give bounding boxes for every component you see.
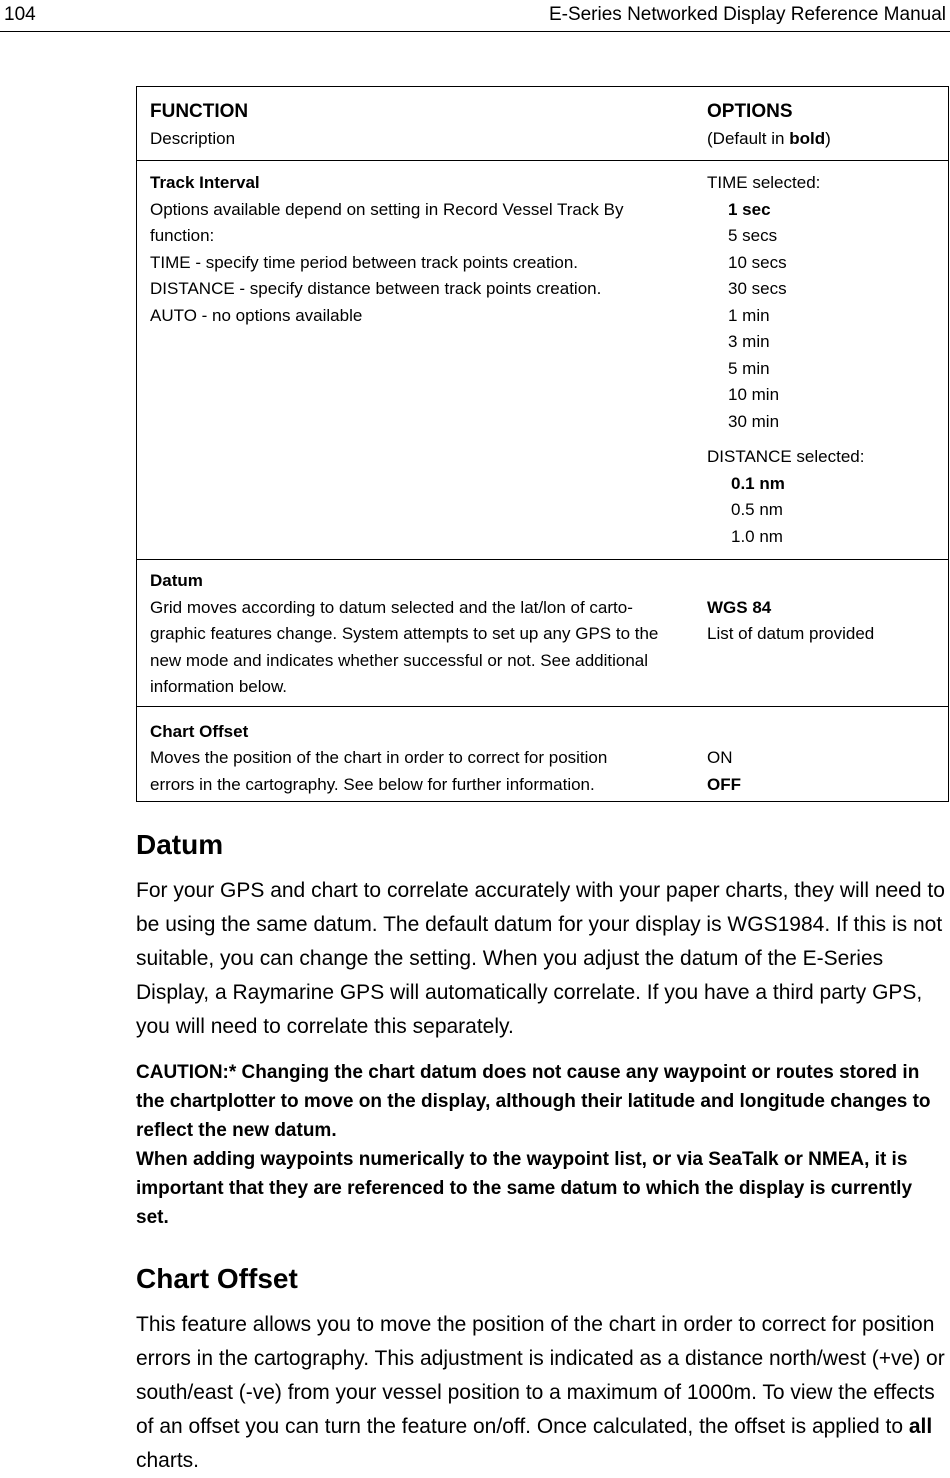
track-interval-options <box>693 161 949 560</box>
function-column-header <box>137 87 694 161</box>
option-item: 30 secs <box>728 279 787 298</box>
table-row-datum <box>137 560 949 707</box>
table-row-chart-offset <box>137 706 949 802</box>
desc-line: TIME - specify time period between track points creation. <box>150 252 579 272</box>
body-text-end: charts. <box>136 1449 200 1472</box>
function-name: Track Interval <box>150 173 260 192</box>
running-title: E-Series Networked Display Reference Manual <box>548 4 946 25</box>
distance-selected-heading: DISTANCE selected: <box>707 447 865 466</box>
desc-line: function: <box>150 226 215 245</box>
option-item: 1.0 nm <box>731 526 783 546</box>
option-item: 5 secs <box>728 226 778 245</box>
chart-offset-body-paragraph <box>136 1308 949 1478</box>
desc-line: new mode and indicates whether successful or not. See additional <box>150 650 649 670</box>
page-number: 104 <box>4 4 36 25</box>
table-header-row <box>137 87 949 161</box>
desc-line: graphic features change. System attempts to set up any GPS to the <box>150 624 659 643</box>
description-subtitle: Description <box>150 128 236 148</box>
options-subtitle-bold: bold <box>789 128 826 148</box>
option-item: ON <box>707 748 733 767</box>
page-header <box>0 0 950 32</box>
function-name: Datum <box>150 571 203 590</box>
spacer <box>707 719 948 746</box>
options-subtitle-post: ) <box>825 128 831 148</box>
desc-line: information below. <box>150 677 288 696</box>
function-table <box>136 86 949 802</box>
section-heading: Datum <box>136 829 224 860</box>
option-default: 1 sec <box>728 199 771 219</box>
desc-line: errors in the cartography. See below for further information. <box>150 774 595 794</box>
datum-options <box>693 560 949 707</box>
option-item: 10 min <box>728 385 780 404</box>
desc-line: Grid moves according to datum selected and the lat/lon of carto- <box>150 597 633 617</box>
body-bold-text: all <box>908 1415 933 1438</box>
desc-line: AUTO - no options available <box>150 305 363 325</box>
datum-section <box>136 828 949 1232</box>
time-option-list <box>707 197 948 436</box>
desc-line: DISTANCE - specify distance between track points creation. <box>150 279 602 298</box>
option-item: 30 min <box>728 411 780 431</box>
option-default: 0.1 nm <box>731 473 785 493</box>
desc-line: Options available depend on setting in Record Vessel Track By <box>150 199 624 219</box>
datum-description <box>137 560 694 707</box>
option-item: 5 min <box>728 358 770 378</box>
option-item: 10 secs <box>728 252 787 272</box>
caution-paragraph-2: When adding waypoints numerically to the waypoint list, or via SeaTalk or NMEA, it is important that they are referenced to the same datum to which the display is currently set. <box>136 1149 913 1228</box>
caution-paragraph: CAUTION:* Changing the chart datum does not cause any waypoint or routes stored in the chartplotter to move on the display, although their latitude and longitude changes to reflect the new datum. <box>136 1062 931 1141</box>
table-row-track-interval <box>137 161 949 560</box>
option-default: OFF <box>707 774 741 794</box>
options-column-header <box>693 87 949 161</box>
chart-offset-description <box>137 706 694 802</box>
option-item: 3 min <box>728 332 770 351</box>
options-subtitle <box>707 126 948 153</box>
time-selected-heading: TIME selected: <box>707 173 821 192</box>
datum-body-paragraph: For your GPS and chart to correlate accurately with your paper charts, they will need to be using the same datum. The default datum for your display is WGS1984. If this is not suitable, you can change the setting. When you adjust the datum of the E-Series Display, a Raymarine GPS will automatically correlate. If you have a third party GPS, you will need to correlate this separately. <box>136 879 945 1038</box>
option-item: 0.5 nm <box>731 500 783 519</box>
distance-option-list <box>707 471 948 551</box>
desc-line: Moves the position of the chart in order to correct for position <box>150 748 608 767</box>
body-text: This feature allows you to move the position of the chart in order to correct for position errors in the cartography. This adjustment is indicated as a distance north/west (+ve) or south/east (-ve) from your vessel position to a maximum of 1000m. To view the effects of an offset you can turn the feature on/off. Once calculated, the offset is applied to <box>136 1313 945 1438</box>
section-heading: Chart Offset <box>136 1263 298 1294</box>
track-interval-description <box>137 161 694 560</box>
options-subtitle-pre: (Default in <box>707 128 790 148</box>
option-item: List of datum provided <box>707 624 875 643</box>
option-default: WGS 84 <box>707 597 772 617</box>
options-title: OPTIONS <box>707 101 793 122</box>
function-name: Chart Offset <box>150 721 249 741</box>
option-item: 1 min <box>728 305 770 325</box>
spacer <box>707 568 948 595</box>
chart-offset-options <box>693 706 949 802</box>
function-title: FUNCTION <box>150 101 249 122</box>
chart-offset-section <box>136 1262 949 1478</box>
